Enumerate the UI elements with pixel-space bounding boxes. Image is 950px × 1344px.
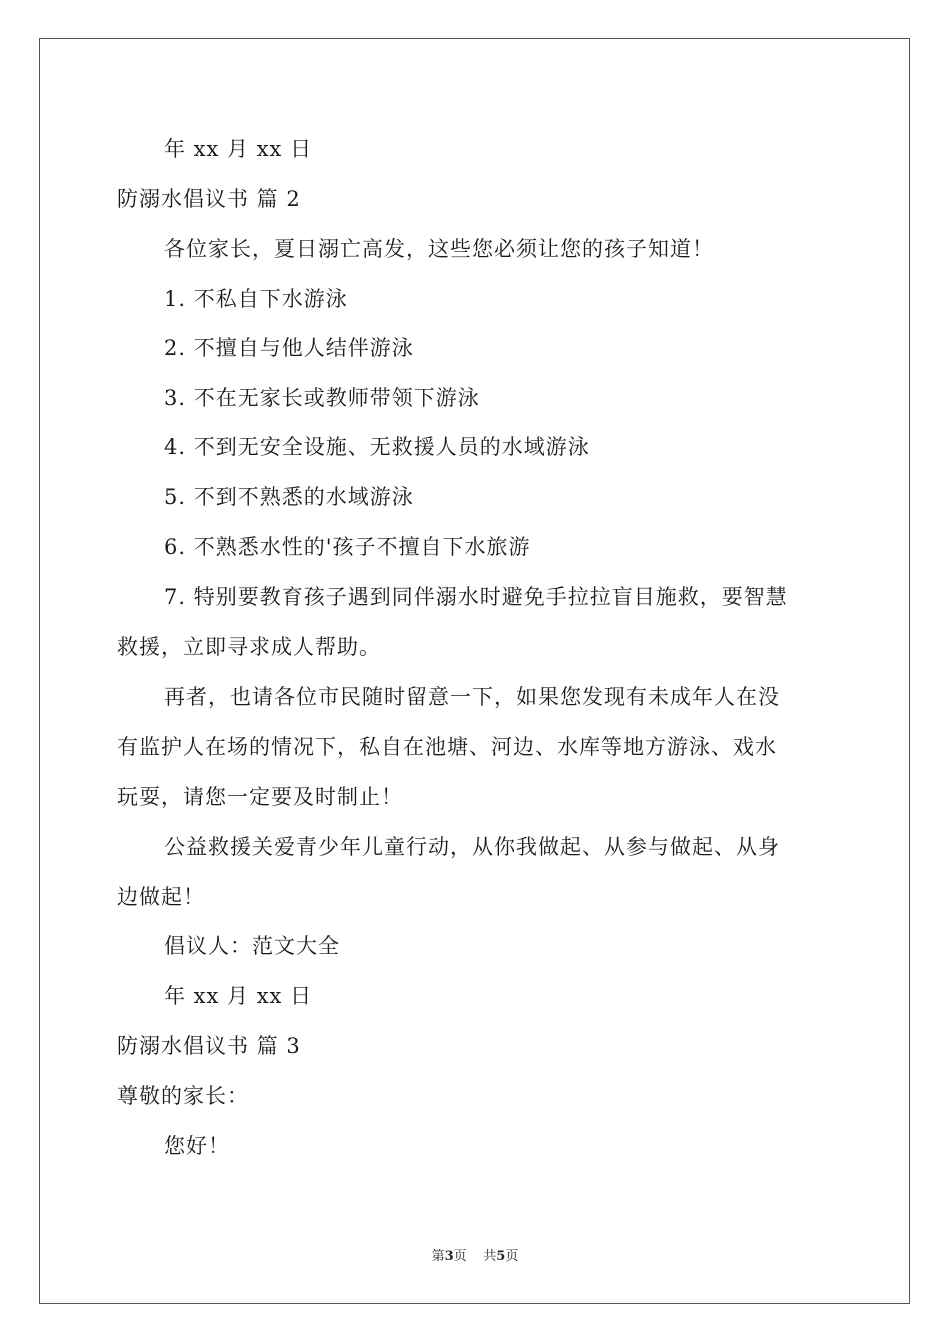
rule-item-7-continued: 救援，立即寻求成人帮助。 — [117, 635, 381, 659]
rule-item-3: 3. 不在无家长或教师带领下游泳 — [164, 386, 480, 410]
greeting-line: 您好！ — [164, 1134, 230, 1158]
footer-total-prefix: 共 — [483, 1249, 497, 1264]
paragraph-citizens-line-3: 玩耍，请您一定要及时制止！ — [117, 785, 403, 809]
rule-item-4: 4. 不到无安全设施、无救援人员的水域游泳 — [164, 435, 590, 459]
signatory-line: 倡议人：范文大全 — [164, 934, 340, 958]
rule-item-5: 5. 不到不熟悉的水域游泳 — [164, 485, 414, 509]
rule-item-7: 7. 特别要教育孩子遇到同伴溺水时避免手拉拉盲目施救，要智慧 — [164, 585, 788, 609]
rule-item-2: 2. 不擅自与他人结伴游泳 — [164, 336, 414, 360]
section-heading-2: 防溺水倡议书 篇 2 — [117, 187, 301, 211]
paragraph-citizens-line-2: 有监护人在场的情况下，私自在池塘、河边、水库等地方游泳、戏水 — [117, 735, 777, 759]
rule-item-1: 1. 不私自下水游泳 — [164, 287, 348, 311]
footer-page-number: 3 — [444, 1249, 454, 1264]
salutation-dear-parents: 尊敬的家长： — [117, 1084, 249, 1108]
footer-total-number: 5 — [496, 1249, 506, 1264]
paragraph-action-line-2: 边做起！ — [117, 885, 205, 909]
page-border — [39, 38, 910, 1304]
paragraph-action: 公益救援关爱青少年儿童行动，从你我做起、从参与做起、从身 — [164, 835, 780, 859]
date-line-2: 年 xx 月 xx 日 — [164, 984, 313, 1008]
rule-item-6: 6. 不熟悉水性的'孩子不擅自下水旅游 — [164, 535, 531, 559]
page-footer — [0, 1248, 950, 1266]
salutation-parents: 各位家长，夏日溺亡高发，这些您必须让您的孩子知道！ — [164, 237, 714, 261]
date-line: 年 xx 月 xx 日 — [164, 137, 313, 161]
footer-page-prefix: 第 — [431, 1249, 445, 1264]
section-heading-3: 防溺水倡议书 篇 3 — [117, 1034, 301, 1058]
paragraph-citizens: 再者，也请各位市民随时留意一下，如果您发现有未成年人在没 — [164, 685, 780, 709]
footer-page-suffix: 页 — [453, 1249, 467, 1264]
footer-total-suffix: 页 — [505, 1249, 519, 1264]
